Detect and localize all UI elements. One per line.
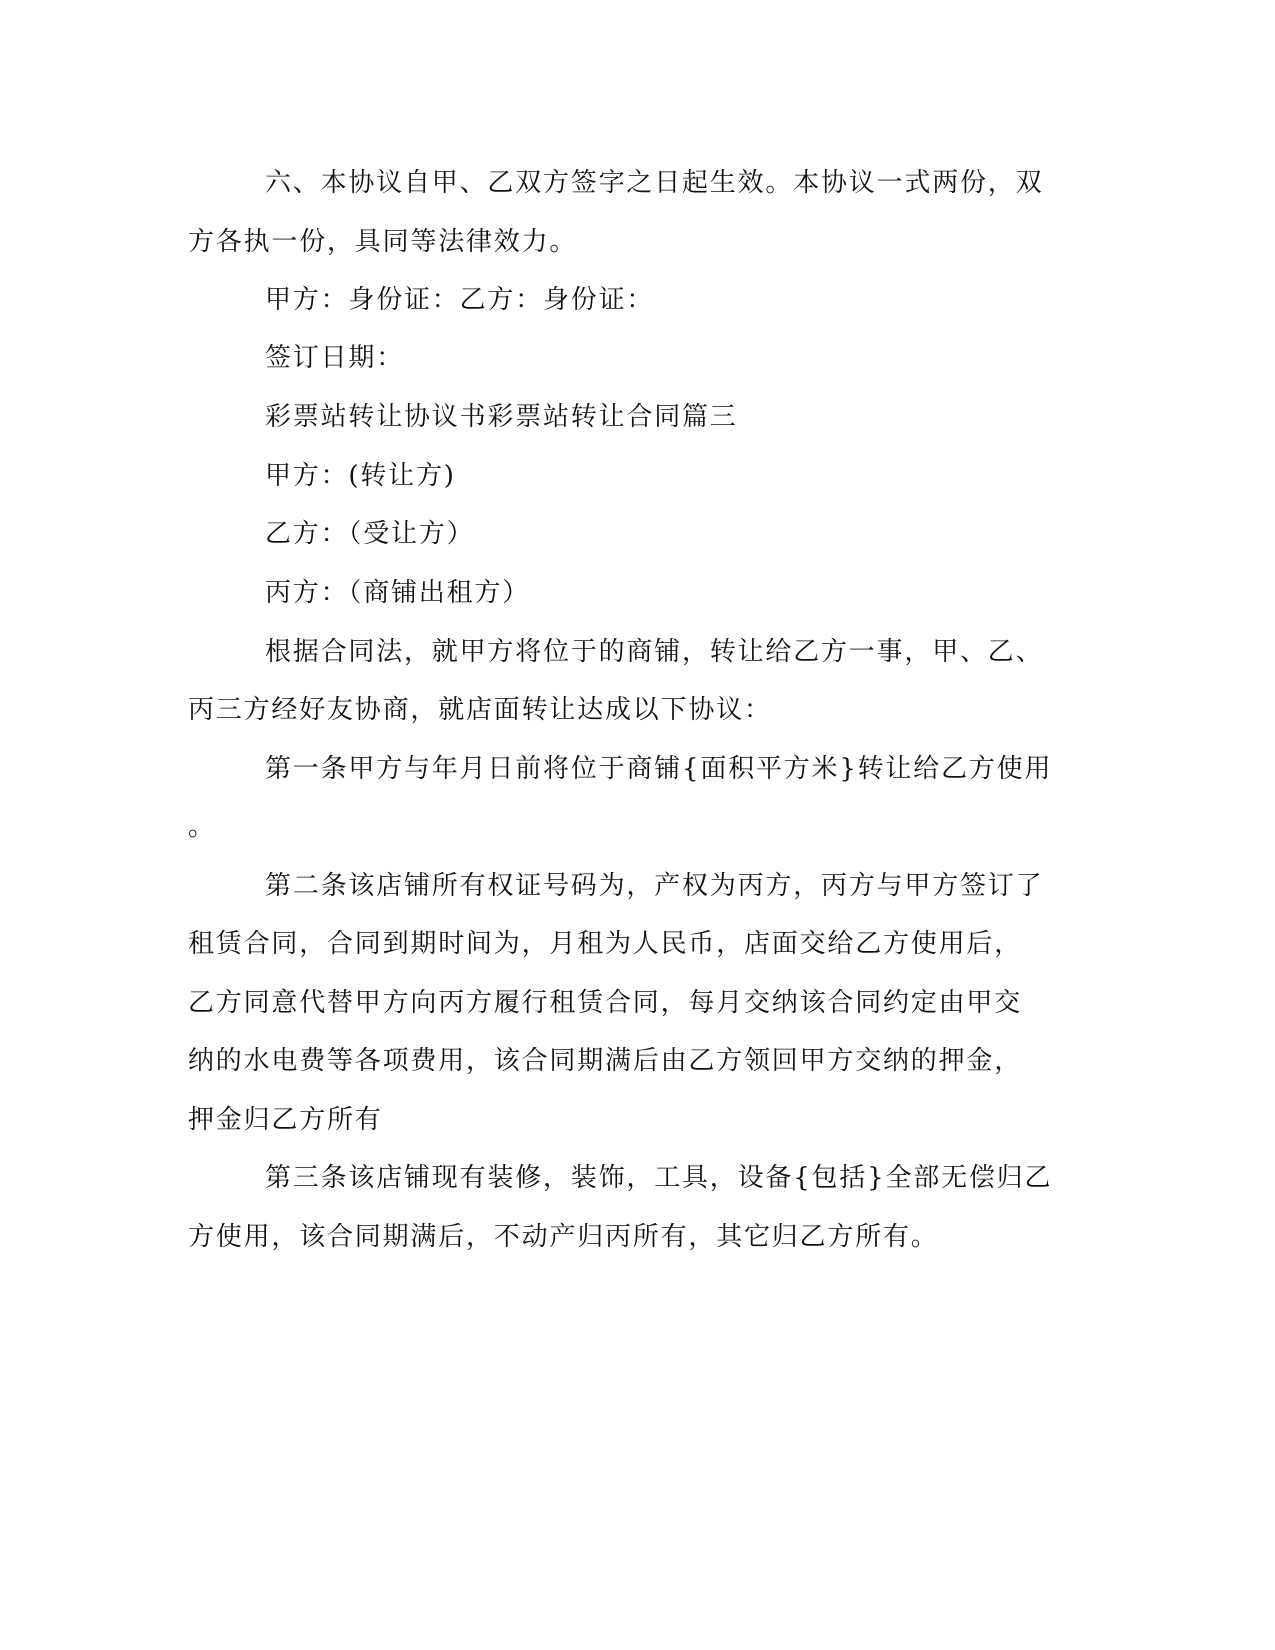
article-two-line-4: 纳的水电费等各项费用，该合同期满后由乙方领回甲方交纳的押金， — [188, 1046, 1023, 1076]
article-two-line-5: 押金归乙方所有 — [188, 1105, 383, 1135]
article-one-line-1: 第一条甲方与年月日前将位于商铺{面积平方米}转让给乙方使用 — [265, 754, 1053, 784]
preamble-line-2: 丙三方经好友协商，就店面转让达成以下协议： — [188, 695, 772, 725]
article-two-line-2: 租赁合同，合同到期时间为，月租为人民币，店面交给乙方使用后， — [188, 929, 1023, 959]
section-title: 彩票站转让协议书彩票站转让合同篇三 — [265, 402, 738, 432]
article-three-line-2: 方使用，该合同期满后，不动产归丙所有，其它归乙方所有。 — [188, 1222, 939, 1252]
preamble-line-1: 根据合同法，就甲方将位于的商铺，转让给乙方一事，甲、乙、 — [265, 637, 1044, 667]
party-c-line: 丙方：（商铺出租方） — [265, 578, 531, 608]
signature-parties-line: 甲方：身份证：乙方：身份证： — [265, 285, 655, 315]
signing-date-line: 签订日期： — [265, 343, 405, 373]
article-one-line-2: 。 — [188, 812, 216, 842]
article-two-line-1: 第二条该店铺所有权证号码为，产权为丙方，丙方与甲方签订了 — [265, 871, 1044, 901]
clause-six-line-2: 方各执一份，具同等法律效力。 — [188, 227, 578, 257]
article-three-line-1: 第三条该店铺现有装修，装饰，工具，设备{包括}全部无偿归乙 — [265, 1163, 1053, 1193]
party-b-line: 乙方：（受让方） — [265, 519, 475, 549]
party-a-line: 甲方：(转让方) — [265, 461, 456, 491]
article-two-line-3: 乙方同意代替甲方向丙方履行租赁合同，每月交纳该合同约定由甲交 — [188, 988, 1023, 1018]
clause-six-line-1: 六、本协议自甲、乙双方签字之日起生效。本协议一式两份，双 — [265, 168, 1044, 198]
